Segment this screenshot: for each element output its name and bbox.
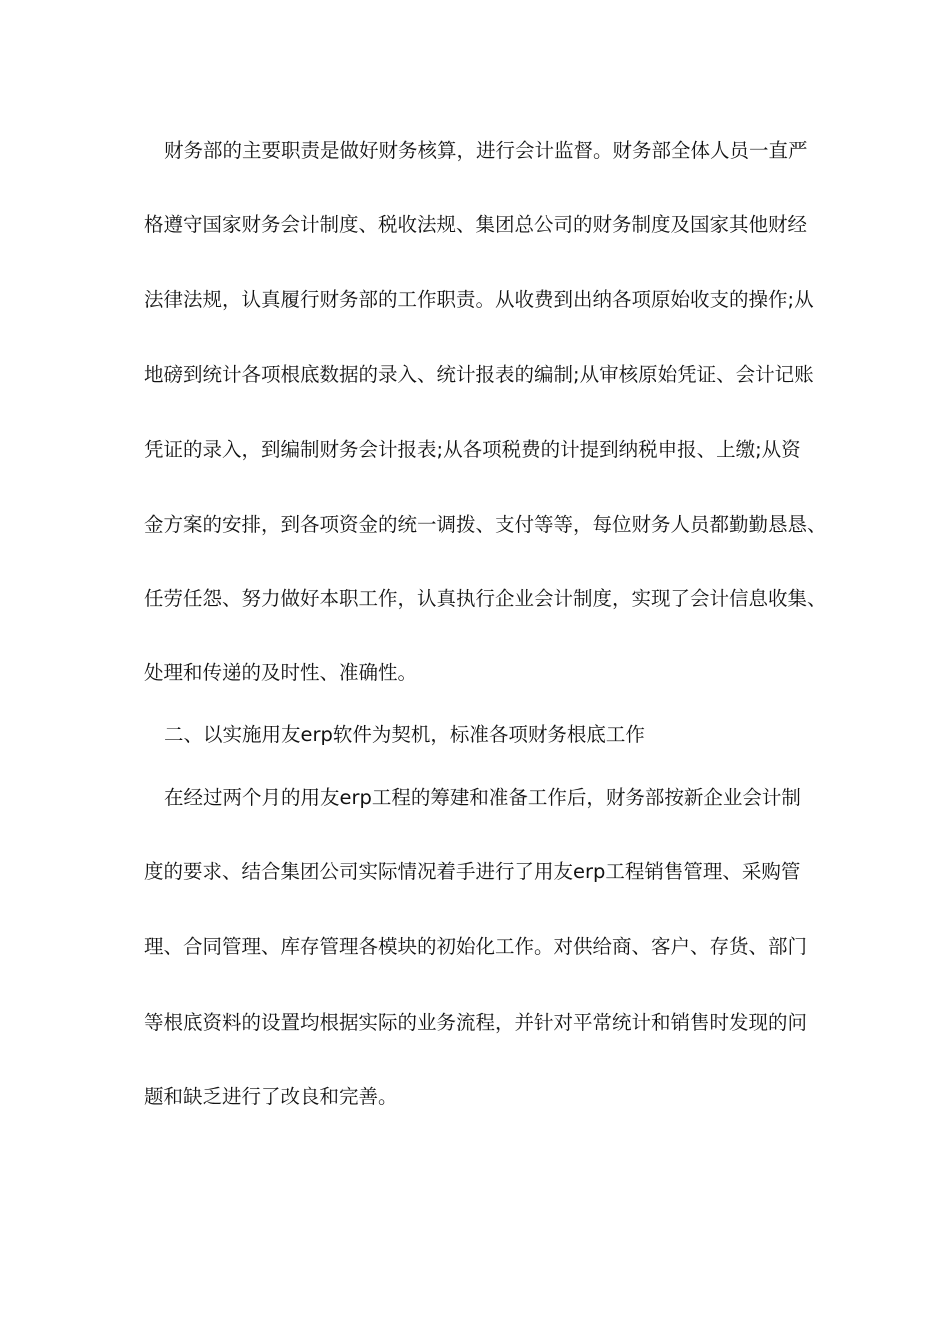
paragraph-1-line-8: 处理和传递的及时性、准确性。 — [144, 661, 418, 684]
paragraph-1-line-7: 任劳任怨、努力做好本职工作，认真执行企业会计制度，实现了会计信息收集、 — [144, 587, 827, 610]
paragraph-1-line-4: 地磅到统计各项根底数据的录入、统计报表的编制;从审核原始凭证、会计记账 — [144, 363, 814, 386]
paragraph-1-line-1: 财务部的主要职责是做好财务核算，进行会计监督。财务部全体人员一直严 — [164, 139, 808, 162]
section-heading: 二、以实施用友erp软件为契机，标准各项财务根底工作 — [164, 723, 645, 746]
paragraph-1-line-3: 法律法规，认真履行财务部的工作职责。从收费到出纳各项原始收支的操作;从 — [144, 288, 814, 311]
paragraph-2-line-1: 在经过两个月的用友erp工程的筹建和准备工作后，财务部按新企业会计制 — [164, 786, 801, 809]
paragraph-1-line-5: 凭证的录入，到编制财务会计报表;从各项税费的计提到纳税申报、上缴;从资 — [144, 438, 801, 461]
paragraph-1-line-2: 格遵守国家财务会计制度、税收法规、集团总公司的财务制度及国家其他财经 — [144, 213, 808, 236]
paragraph-1-line-6: 金方案的安排，到各项资金的统一调拨、支付等等，每位财务人员都勤勤恳恳、 — [144, 513, 827, 536]
paragraph-2-line-2: 度的要求、结合集团公司实际情况着手进行了用友erp工程销售管理、采购管 — [144, 860, 801, 883]
paragraph-2-line-4: 等根底资料的设置均根据实际的业务流程，并针对平常统计和销售时发现的问 — [144, 1011, 808, 1034]
paragraph-2-line-3: 理、合同管理、库存管理各模块的初始化工作。对供给商、客户、存货、部门 — [144, 935, 808, 958]
paragraph-2-line-5: 题和缺乏进行了改良和完善。 — [144, 1085, 398, 1108]
